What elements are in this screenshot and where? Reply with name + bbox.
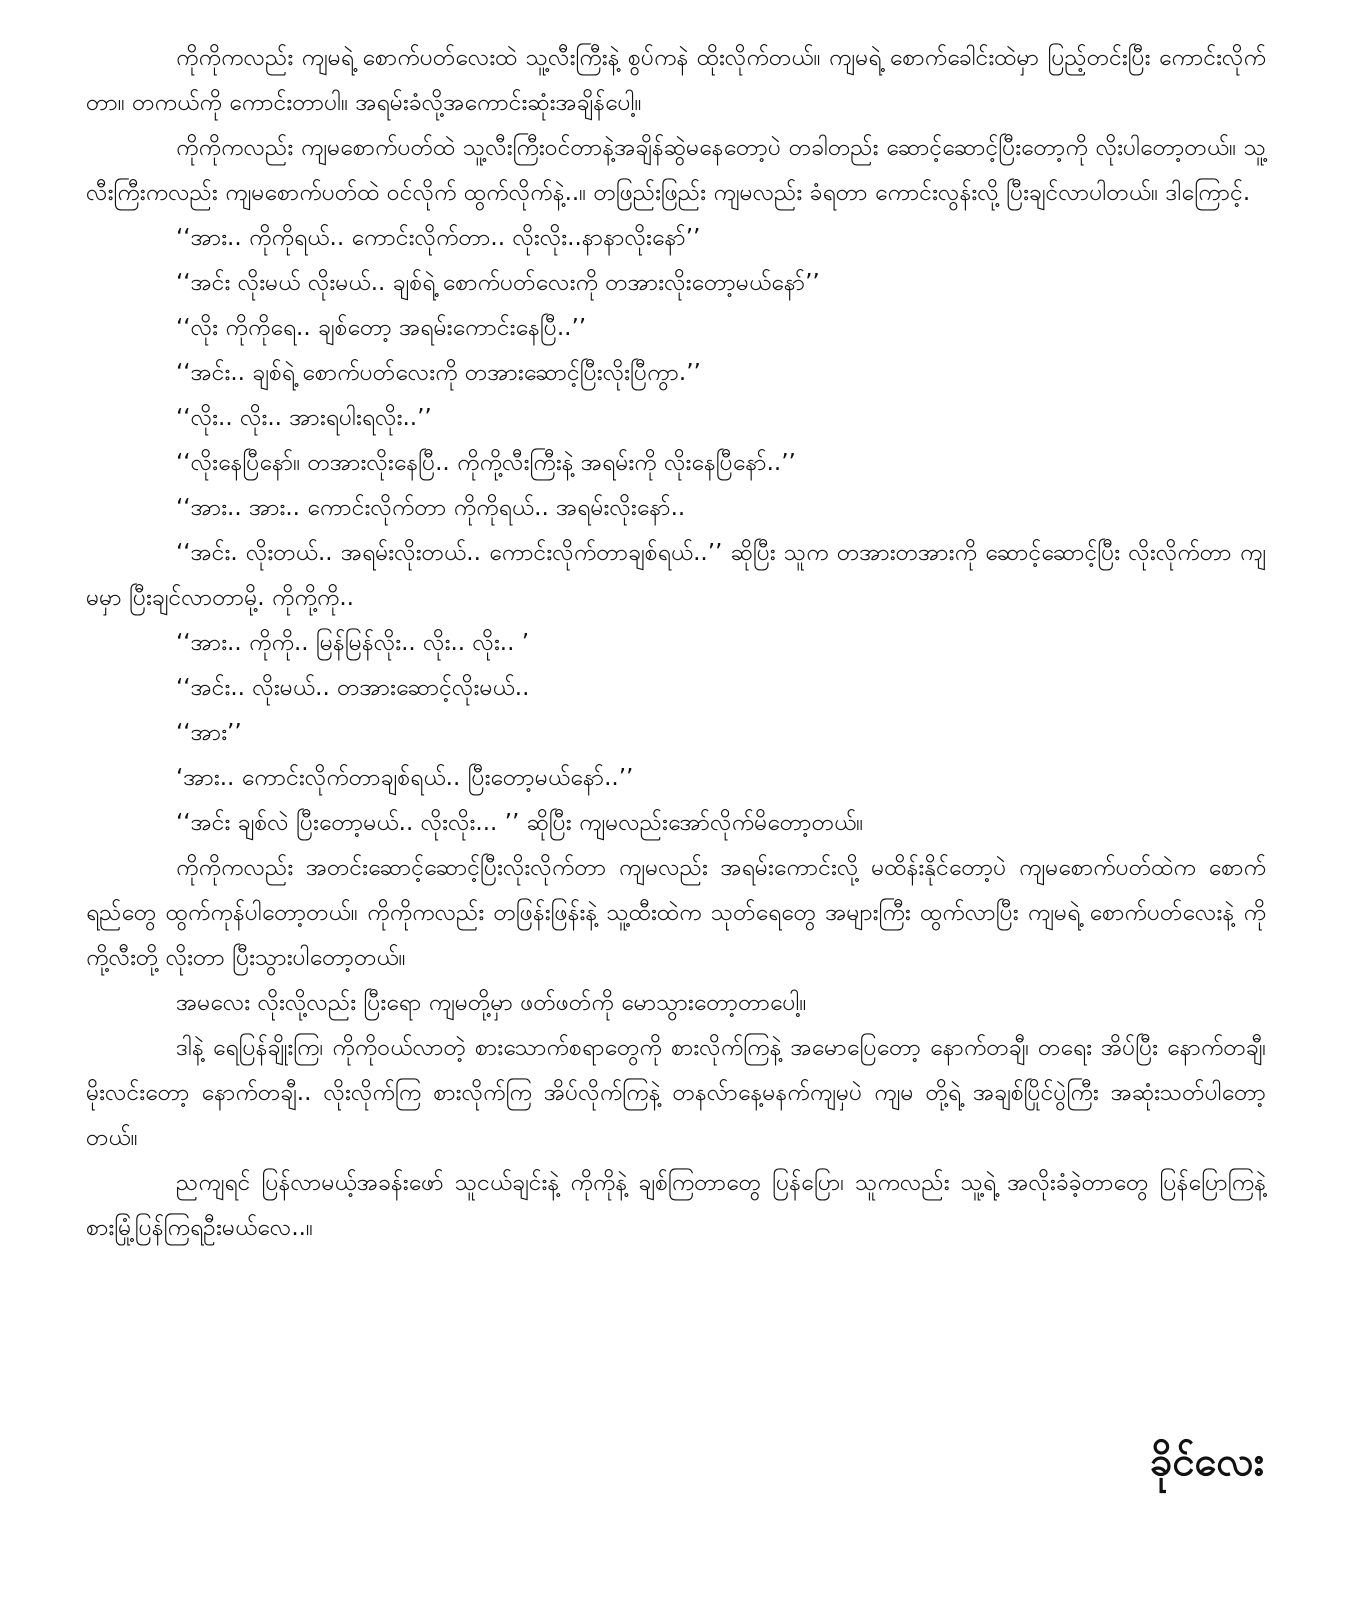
story-paragraph: ‘‘အင်း. လိုးတယ်.. အရမ်းလိုးတယ်.. ကောင်းလိုက်တာချစ်ရယ်..’’ ဆိုပြီး သူက တအားတအားကို ဆောင့်ဆောင့်ပြီး လိုးလိုက်တာ ကျမမှာ ပြီးချင်လာတာမို့. ကိုကို့ကို.. (86, 540, 1266, 611)
dialogue-line: ‘‘လိုး ကိုကိုရေ.. ချစ်တော့ အရမ်းကောင်းနေပြီ..’’ (176, 315, 587, 341)
dialogue-line: ‘‘အင်း ချစ်လဲ ပြီးတော့မယ်.. လိုးလိုး... ’’ ဆိုပြီး ကျမလည်းအော်လိုက်မိတော့တယ်။ (176, 810, 864, 836)
story-paragraph: ကိုကိုကလည်း အတင်းဆောင့်ဆောင့်ပြီးလိုးလိုက်တာ ကျမလည်း အရမ်းကောင်းလို့ မထိန်းနိုင်တော့ပဲ ကျမစောက်ပတ်ထဲက စောက်ရည်တွေ ထွက်ကုန်ပါတော့တယ်။ ကိုကိုကလည်း တဖြန်းဖြန်းနဲ့ သူ့ထီးထဲက သုတ်ရေတွေ အများကြီး ထွက်လာပြီး ကျမရဲ့ စောက်ပတ်လေးနဲ့ ကိုကို့လီးတို့ လိုးတာ ပြီးသွားပါတော့တယ်။ (86, 855, 1266, 971)
dialogue-line: ‘‘အား.. ကိုကိုရယ်.. ကောင်းလိုက်တာ.. လိုးလိုး..နာနာလိုးနော်’’ (176, 225, 701, 251)
dialogue-line: ‘‘အား.. ကိုကို.. မြန်မြန်လိုး.. လိုး.. လိုး.. ’ (176, 630, 530, 656)
dialogue-line: ‘‘အင်း.. ချစ်ရဲ့ စောက်ပတ်လေးကို တအားဆောင့်ပြီးလိုးပြီကွာ.’’ (176, 360, 701, 386)
story-paragraph: ကိုကိုကလည်း ကျမရဲ့ စောက်ပတ်လေးထဲ သူ့လီးကြီးနဲ့ စွပ်ကနဲ ထိုးလိုက်တယ်။ ကျမရဲ့ စောက်ခေါင်းထဲမှာ ပြည့်တင်းပြီး ကောင်းလိုက်တာ။ တကယ်ကို ကောင်းတာပါ။ အရမ်းခံလို့အကောင်းဆုံးအချိန်ပေါ့။ (86, 45, 1266, 116)
story-paragraph: ညကျရင် ပြန်လာမယ့်အခန်းဖော် သူငယ်ချင်းနဲ့ ကိုကိုနဲ့ ချစ်ကြတာတွေ ပြန်ပြော၊ သူကလည်း သူ့ရဲ့ အလိုးခံခဲ့တာတွေ ပြန်ပြောကြနဲ့ စားမြုံ့ပြန်ကြရဦးမယ်လေ..။ (86, 1170, 1266, 1241)
dialogue-line: ‘‘အင်း.. လိုးမယ်.. တအားဆောင့်လိုးမယ်.. (176, 675, 530, 701)
dialogue-line: ‘‘လိုးနေပြီနော်။ တအားလိုးနေပြီ.. ကိုကို့လီးကြီးနဲ့ အရမ်းကို လိုးနေပြီနော်..’’ (176, 450, 796, 476)
dialogue-line: ‘‘အား’’ (176, 720, 242, 746)
story-paragraph: အမလေး လိုးလို့လည်း ပြီးရော ကျမတို့မှာ ဖတ်ဖတ်ကို မောသွားတော့တာပေါ့။ (176, 990, 807, 1016)
author-signature: ခိုင်လေး (1149, 1439, 1264, 1485)
dialogue-line: ‘‘လိုး.. လိုး.. အားရပါးရလိုး..’’ (176, 405, 432, 431)
dialogue-line: ‘အား.. ကောင်းလိုက်တာချစ်ရယ်.. ပြီးတော့မယ်နော်..’’ (176, 765, 634, 791)
story-paragraph: ကိုကိုကလည်း ကျမစောက်ပတ်ထဲ သူ့လီးကြီးဝင်တာနဲ့အချိန်ဆွဲမနေတော့ပဲ တခါတည်း ဆောင့်ဆောင့်ပြီးတော့ကို လိုးပါတော့တယ်။ သူ့လီးကြီးကလည်း ကျမစောက်ပတ်ထဲ ဝင်လိုက် ထွက်လိုက်နဲ့..။ တဖြည်းဖြည်း ကျမလည်း ခံရတာ ကောင်းလွန်းလို့ ပြီးချင်လာပါတယ်။ ဒါကြောင့်. (86, 135, 1266, 206)
dialogue-line: ‘‘အင်း လိုးမယ် လိုးမယ်.. ချစ်ရဲ့ စောက်ပတ်လေးကို တအားလိုးတော့မယ်နော်’’ (176, 270, 820, 296)
dialogue-line: ‘‘အား.. အား.. ကောင်းလိုက်တာ ကိုကိုရယ်.. အရမ်းလိုးနော်.. (176, 495, 686, 521)
story-paragraph: ဒါနဲ့ ရေပြန်ချိုးကြ၊ ကိုကိုဝယ်လာတဲ့ စားသောက်စရာတွေကို စားလိုက်ကြနဲ့ အမောပြေတော့ နောက်တချီ၊ တရေး အိပ်ပြီး နောက်တချီ၊ မိုးလင်းတော့ နောက်တချီ.. လိုးလိုက်ကြ စားလိုက်ကြ အိပ်လိုက်ကြနဲ့ တနလ်ာနေ့မနက်ကျမှပဲ ကျမ တို့ရဲ့ အချစ်ပြိုင်ပွဲကြီး အဆုံးသတ်ပါတော့တယ်။ (86, 1035, 1266, 1151)
story-body (86, 36, 1266, 1251)
